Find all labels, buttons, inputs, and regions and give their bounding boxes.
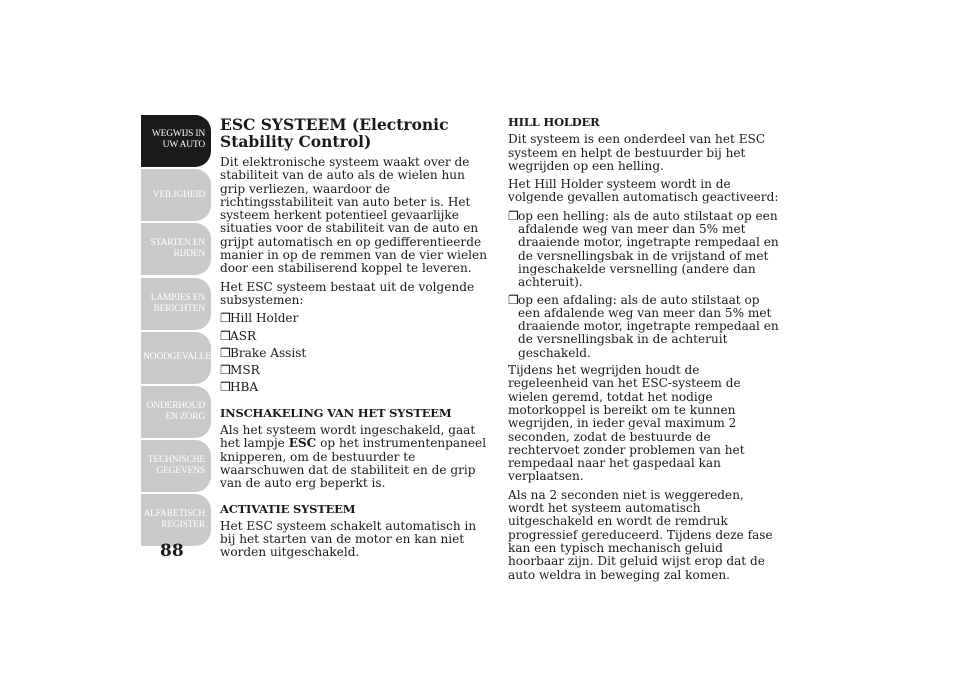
list-item: ❒Hill Holder <box>220 311 299 326</box>
tab-label: ALFABETISCH REGISTER <box>143 509 205 531</box>
list-item: ❒op een afdaling: als de auto stilstaat op een afdalende weg van meer dan 5% met draaiende motor, ingetrapte rempedaal en de versnellingsbak in de achteruit geschakeld. <box>508 292 779 360</box>
page-number: 88 <box>160 541 184 561</box>
tab-label: WEGWIJS IN UW AUTO <box>151 129 205 150</box>
checkbox-bullet-icon: ❒ <box>508 208 519 223</box>
subsystems-intro: Het ESC systeem bestaat uit de volgende subsystemen: <box>220 279 475 307</box>
checkbox-bullet-icon: ❒ <box>508 292 519 307</box>
checkbox-bullet-icon: ❒ <box>220 345 231 360</box>
tab-onderhoud-en-zorg[interactable] <box>141 386 211 438</box>
activatie-paragraph: Het ESC systeem schakelt automatisch in bij het starten van de motor en kan niet worden uitgeschakeld. <box>220 518 477 560</box>
tab-wegwijs-in-uw-auto[interactable] <box>141 115 211 167</box>
tab-label: NOODGEVALLEN <box>143 352 218 363</box>
left-column <box>220 116 492 565</box>
subsystems-list <box>220 312 492 394</box>
tab-lampjes-en-berichten[interactable] <box>141 278 211 330</box>
list-item: ❒Brake Assist <box>220 345 307 360</box>
tab-technische-gegevens[interactable] <box>141 440 211 492</box>
hill-holder-paragraph-2: Het Hill Holder systeem wordt in de volgende gevallen automatisch geactiveerd: <box>508 177 779 205</box>
tab-label: LAMPJES EN BERICHTEN <box>150 292 205 314</box>
subheading-inschakeling: INSCHAKELING VAN HET SYSTEEM <box>220 405 452 420</box>
checkbox-bullet-icon: ❒ <box>220 311 231 326</box>
activation-cases-list <box>508 210 780 360</box>
tab-veiligheid[interactable] <box>141 169 211 221</box>
checkbox-bullet-icon: ❒ <box>220 363 231 378</box>
list-item: ❒ASR <box>220 328 257 343</box>
tab-alfabetisch-register[interactable] <box>141 494 211 546</box>
chapter-tabs <box>141 115 218 549</box>
tab-label: ONDERHOUD EN ZORG <box>146 400 205 422</box>
hill-holder-paragraph-3: Tijdens het wegrijden houdt de regeleenheid van het ESC-systeem de wielen geremd, totdat het nodige motorkoppel is bereikt om te kunnen wegrijden, in ieder geval maximum 2 seconden, zodat de bestuurde de rechtervoet zonder problemen van het rempedaal naar het gaspedaal kan verplaatsen. <box>508 363 745 484</box>
subheading-hill-holder: HILL HOLDER <box>508 115 600 129</box>
right-column <box>508 116 780 587</box>
section-title: ESC SYSTEEM (Electronic Stability Control) <box>220 115 449 151</box>
tab-starten-en-rijden[interactable] <box>141 223 211 275</box>
tab-label: VEILIGHEID <box>152 189 205 200</box>
list-item: ❒op een helling: als de auto stilstaat op een afdalende weg van meer dan 5% met draaiende motor, ingetrapte rempedaal en de versnellingsbak in de vrijstand of met ingeschakelde versnelling (andere dan achteruit). <box>508 208 779 290</box>
hill-holder-paragraph-1: Dit systeem is een onderdeel van het ESC systeem en helpt de bestuurder bij het wegrijden op een helling. <box>508 132 766 173</box>
tab-label: TECHNISCHE GEGEVENS <box>147 455 205 477</box>
esc-indicator-text: ESC <box>288 436 317 451</box>
subheading-activatie: ACTIVATIE SYSTEEM <box>220 501 356 516</box>
list-item: ❒MSR <box>220 363 260 378</box>
tab-noodgevallen[interactable] <box>141 332 218 384</box>
inschakeling-paragraph: Als het systeem wordt ingeschakeld, gaat het lampje ESC op het instrumentenpaneel knipperen, om de bestuurder te waarschuwen dat de stabiliteit en de grip van de auto erg beperkt is. <box>220 423 487 491</box>
checkbox-bullet-icon: ❒ <box>220 380 231 395</box>
hill-holder-paragraph-4: Als na 2 seconden niet is weggereden, wordt het systeem automatisch uitgeschakeld en wordt de remdruk progressief gereduceerd. Tijdens deze fase kan een typisch mechanisch geluid hoorbaar zijn. Dit geluid wijst erop dat de auto weldra in beweging zal komen. <box>508 487 773 582</box>
checkbox-bullet-icon: ❒ <box>220 328 231 343</box>
list-item: ❒HBA <box>220 380 259 395</box>
tab-label: STARTEN EN RIJDEN <box>150 238 205 260</box>
intro-paragraph: Dit elektronische systeem waakt over de stabiliteit van de auto als de wielen hun grip verliezen, waardoor de richtingsstabiliteit van auto beter is. Het systeem herkent potentieel gevaarlijke situaties voor de stabiliteit van de auto en grijpt automatisch en op gedifferentieerde manier in op de remmen van de vier wielen door een stabiliserend koppel te leveren. <box>220 155 487 276</box>
